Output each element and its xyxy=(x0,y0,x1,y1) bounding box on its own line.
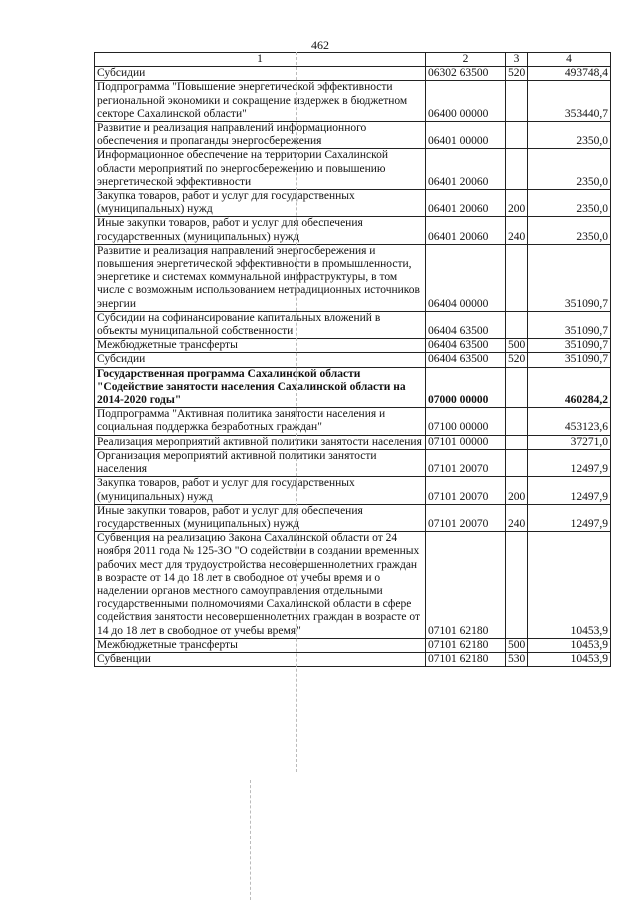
row-code-cell: 06401 20060 xyxy=(426,149,506,190)
row-amount-cell: 10453,9 xyxy=(528,638,611,652)
row-name-cell: Закупка товаров, работ и услуг для государственных (муниципальных) нужд xyxy=(95,190,426,217)
table-row xyxy=(95,244,611,311)
row-code-cell: 06404 63500 xyxy=(426,311,506,338)
row-code-cell: 07000 00000 xyxy=(426,367,506,408)
row-amount-cell: 351090,7 xyxy=(528,311,611,338)
table-row xyxy=(95,638,611,652)
row-code-cell: 06401 20060 xyxy=(426,217,506,244)
table-row xyxy=(95,339,611,353)
header-col-3: 3 xyxy=(506,53,528,67)
row-type-cell: 200 xyxy=(506,190,528,217)
row-name-cell: Информационное обеспечение на территории Сахалинской области мероприятий по энергосбережению и повышению энергетической эффективности xyxy=(95,149,426,190)
table-header-row xyxy=(95,53,611,67)
row-code-cell: 07101 20070 xyxy=(426,449,506,476)
row-code-cell: 07101 20070 xyxy=(426,477,506,504)
row-type-cell: 500 xyxy=(506,339,528,353)
row-name-cell: Субвенции xyxy=(95,652,426,666)
table-row xyxy=(95,532,611,639)
table-row xyxy=(95,149,611,190)
row-type-cell xyxy=(506,81,528,122)
row-type-cell xyxy=(506,435,528,449)
row-name-cell: Развитие и реализация направлений энергосбережения и повышения энергетической эффективности в промышленности, энергетике и системах коммунальной инфраструктуры, в том числе с возможным использованием нетрадиционных источников энергии xyxy=(95,244,426,311)
table-row xyxy=(95,190,611,217)
table-row xyxy=(95,504,611,531)
row-name-cell: Субсидии xyxy=(95,353,426,367)
row-name-cell: Закупка товаров, работ и услуг для государственных (муниципальных) нужд xyxy=(95,477,426,504)
table-row xyxy=(95,435,611,449)
row-amount-cell: 10453,9 xyxy=(528,532,611,639)
row-name-cell: Межбюджетные трансферты xyxy=(95,638,426,652)
row-code-cell: 06404 63500 xyxy=(426,339,506,353)
row-code-cell: 06401 00000 xyxy=(426,122,506,149)
row-amount-cell: 2350,0 xyxy=(528,217,611,244)
row-amount-cell: 2350,0 xyxy=(528,122,611,149)
row-name-cell: Межбюджетные трансферты xyxy=(95,339,426,353)
row-code-cell: 07100 00000 xyxy=(426,408,506,435)
row-name-cell: Организация мероприятий активной политики занятости населения xyxy=(95,449,426,476)
row-type-cell: 500 xyxy=(506,638,528,652)
row-amount-cell: 460284,2 xyxy=(528,367,611,408)
table-row xyxy=(95,652,611,666)
table-row xyxy=(95,408,611,435)
header-col-4: 4 xyxy=(528,53,611,67)
table-row xyxy=(95,67,611,81)
row-amount-cell: 351090,7 xyxy=(528,353,611,367)
row-name-cell: Иные закупки товаров, работ и услуг для обеспечения государственных (муниципальных) нужд xyxy=(95,217,426,244)
row-amount-cell: 12497,9 xyxy=(528,477,611,504)
row-amount-cell: 453123,6 xyxy=(528,408,611,435)
table-row xyxy=(95,477,611,504)
table-row xyxy=(95,81,611,122)
row-code-cell: 07101 00000 xyxy=(426,435,506,449)
row-type-cell xyxy=(506,122,528,149)
row-type-cell: 240 xyxy=(506,504,528,531)
row-type-cell xyxy=(506,408,528,435)
row-code-cell: 07101 20070 xyxy=(426,504,506,531)
row-type-cell xyxy=(506,532,528,639)
row-code-cell: 06404 63500 xyxy=(426,353,506,367)
row-type-cell: 520 xyxy=(506,353,528,367)
scan-fold-line xyxy=(296,52,297,772)
row-amount-cell: 37271,0 xyxy=(528,435,611,449)
scan-fold-line-lower xyxy=(250,780,251,900)
row-amount-cell: 351090,7 xyxy=(528,339,611,353)
row-amount-cell: 12497,9 xyxy=(528,449,611,476)
row-name-cell: Субвенция на реализацию Закона Сахалинской области от 24 ноября 2011 года № 125-ЗО "О содействии в создании временных рабочих мест для трудоустройства несовершеннолетних граждан в возрасте от 14 до 18 лет в свободное от учебы время и о наделении органов местного самоуправления отдельными государственными полномочиями Сахалинской области в сфере содействия занятости несовершеннолетних граждан в возрасте от 14 до 18 лет в свободное от учебы время" xyxy=(95,532,426,639)
row-type-cell xyxy=(506,449,528,476)
row-amount-cell: 10453,9 xyxy=(528,652,611,666)
row-name-cell: Подпрограмма "Активная политика занятости населения и социальная поддержка безработных граждан" xyxy=(95,408,426,435)
row-amount-cell: 2350,0 xyxy=(528,149,611,190)
row-name-cell: Развитие и реализация направлений информационного обеспечения и пропаганды энергосбережения xyxy=(95,122,426,149)
row-type-cell: 200 xyxy=(506,477,528,504)
row-name-cell: Субсидии xyxy=(95,67,426,81)
row-amount-cell: 12497,9 xyxy=(528,504,611,531)
table-row xyxy=(95,353,611,367)
table-row xyxy=(95,122,611,149)
row-code-cell: 07101 62180 xyxy=(426,652,506,666)
row-code-cell: 06302 63500 xyxy=(426,67,506,81)
table-row xyxy=(95,311,611,338)
row-type-cell xyxy=(506,311,528,338)
row-type-cell: 520 xyxy=(506,67,528,81)
row-name-cell: Субсидии на софинансирование капитальных вложений в объекты муниципальной собственности xyxy=(95,311,426,338)
header-col-1: 1 xyxy=(95,53,426,67)
row-amount-cell: 2350,0 xyxy=(528,190,611,217)
budget-table xyxy=(94,52,611,667)
row-name-cell: Государственная программа Сахалинской области "Содействие занятости населения Сахалинской области на 2014-2020 годы" xyxy=(95,367,426,408)
row-name-cell: Иные закупки товаров, работ и услуг для обеспечения государственных (муниципальных) нужд xyxy=(95,504,426,531)
row-name-cell: Подпрограмма "Повышение энергетической эффективности региональной экономики и сокращение издержек в бюджетном секторе Сахалинской области" xyxy=(95,81,426,122)
row-code-cell: 06404 00000 xyxy=(426,244,506,311)
row-code-cell: 07101 62180 xyxy=(426,638,506,652)
row-type-cell xyxy=(506,244,528,311)
row-type-cell: 240 xyxy=(506,217,528,244)
table-row xyxy=(95,449,611,476)
row-type-cell xyxy=(506,367,528,408)
table-row xyxy=(95,367,611,408)
row-code-cell: 06401 20060 xyxy=(426,190,506,217)
row-type-cell xyxy=(506,149,528,190)
header-col-2: 2 xyxy=(426,53,506,67)
page-number: 462 xyxy=(311,38,329,52)
table-row xyxy=(95,217,611,244)
row-code-cell: 07101 62180 xyxy=(426,532,506,639)
row-amount-cell: 493748,4 xyxy=(528,67,611,81)
row-amount-cell: 351090,7 xyxy=(528,244,611,311)
row-name-cell: Реализация мероприятий активной политики занятости населения xyxy=(95,435,426,449)
row-type-cell: 530 xyxy=(506,652,528,666)
row-code-cell: 06400 00000 xyxy=(426,81,506,122)
row-amount-cell: 353440,7 xyxy=(528,81,611,122)
